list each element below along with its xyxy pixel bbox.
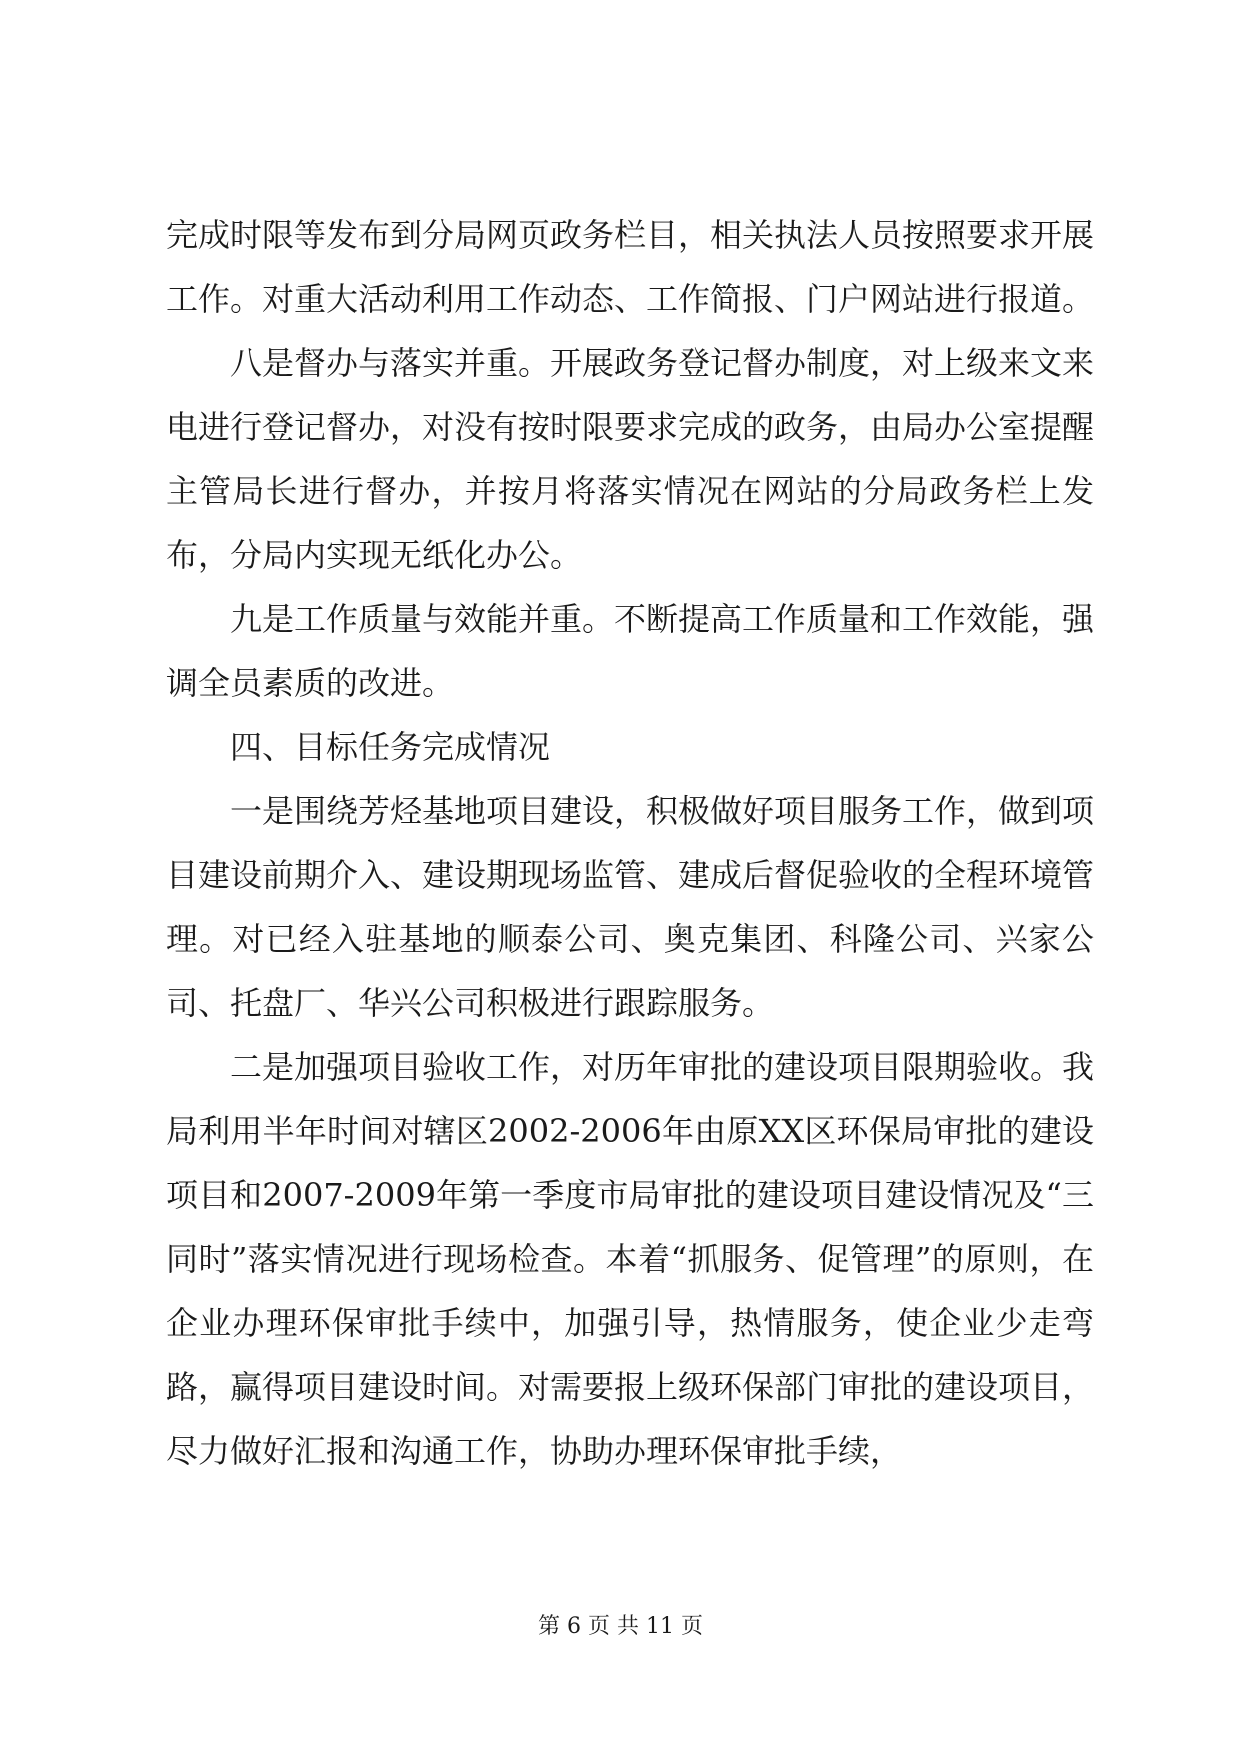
paragraph-2: 八是督办与落实并重。开展政务登记督办制度，对上级来文来电进行登记督办，对没有按时限要求完成的政务，由局办公室提醒主管局长进行督办，并按月将落实情况在网站的分局政务栏上发布，分局内实现无纸化办公。 bbox=[166, 344, 1095, 574]
page-number-footer: 第 6 页 共 11 页 bbox=[538, 1614, 703, 1639]
paragraph-5: 一是围绕芳烃基地项目建设，积极做好项目服务工作，做到项目建设前期介入、建设期现场监管、建成后督促验收的全程环境管理。对已经入驻基地的顺泰公司、奥克集团、科隆公司、兴家公司、托盘厂、华兴公司积极进行跟踪服务。 bbox=[166, 792, 1095, 1022]
document-body bbox=[166, 203, 1094, 1483]
paragraph-1: 完成时限等发布到分局网页政务栏目，相关执法人员按照要求开展工作。对重大活动利用工作动态、工作简报、门户网站进行报道。 bbox=[166, 216, 1095, 318]
paragraph-3: 九是工作质量与效能并重。不断提高工作质量和工作效能，强调全员素质的改进。 bbox=[166, 600, 1095, 702]
paragraph-6: 二是加强项目验收工作，对历年审批的建设项目限期验收。我局利用半年时间对辖区2002-2006年由原XX区环保局审批的建设项目和2007-2009年第一季度市局审批的建设项目建设情况及“三同时”落实情况进行现场检查。本着“抓服务、促管理”的原则，在企业办理环保审批手续中，加强引导，热情服务，使企业少走弯路，赢得项目建设时间。对需要报上级环保部门审批的建设项目，尽力做好汇报和沟通工作，协助办理环保审批手续， bbox=[166, 1048, 1095, 1470]
section-heading: 四、目标任务完成情况 bbox=[230, 728, 551, 766]
